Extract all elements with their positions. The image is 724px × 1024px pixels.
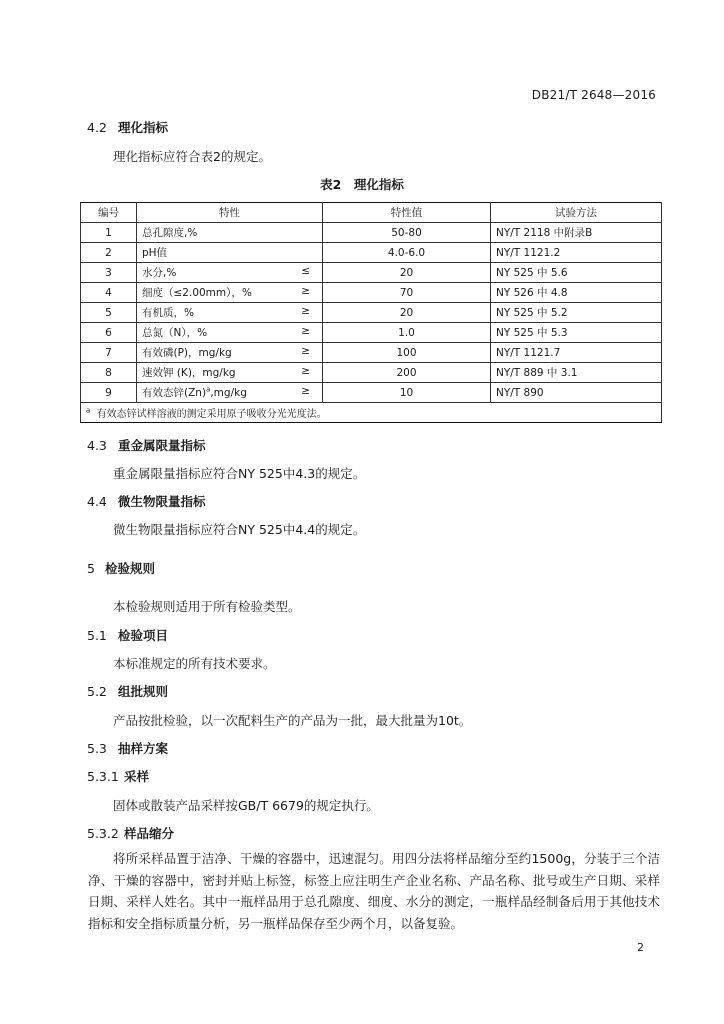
property-cell — [137, 363, 323, 383]
property-cell — [137, 383, 323, 403]
value-cell: 70 — [323, 283, 491, 303]
property-name: 有效态锌(Zn) — [142, 387, 207, 399]
section-4-3-text: 重金属限量指标应符合NY 525中4.3的规定。 — [113, 466, 366, 481]
comparison-symbol: ≥ — [301, 285, 310, 297]
property-cell — [137, 223, 323, 243]
method-cell: NY/T 890 — [491, 383, 662, 403]
table-row — [81, 283, 662, 303]
value-cell: 20 — [323, 263, 491, 283]
row-number: 1 — [81, 223, 137, 243]
section-number: 5.3.1 — [87, 769, 119, 784]
column-header: 特性值 — [323, 203, 491, 223]
section-5-3-2-heading — [87, 824, 174, 842]
comparison-symbol: ≥ — [301, 305, 310, 317]
table-row — [81, 323, 662, 343]
method-cell: NY/T 1121.7 — [491, 343, 662, 363]
section-title: 理化指标 — [118, 120, 169, 135]
table-row — [81, 383, 662, 403]
value-cell: 4.0-6.0 — [323, 243, 491, 263]
section-number: 4.2 — [87, 120, 107, 135]
table-footnote — [81, 403, 662, 423]
section-5-2-text: 产品按批检验，以一次配料生产的产品为一批，最大批量为10t。 — [113, 713, 472, 728]
section-number: 5 — [87, 561, 95, 576]
section-5-2-heading — [87, 682, 168, 700]
section-4-4-text: 微生物限量指标应符合NY 525中4.4的规定。 — [113, 522, 366, 537]
page-number: 2 — [637, 941, 644, 954]
method-cell: NY 525 中 5.2 — [491, 303, 662, 323]
footnote-text: 有效态锌试样溶液的测定采用原子吸收分光光度法。 — [96, 409, 327, 420]
standard-code: DB21/T 2648—2016 — [531, 88, 656, 102]
table-header-row — [81, 203, 662, 223]
section-4-3-heading — [87, 436, 206, 454]
table-row — [81, 343, 662, 363]
footnote-marker: a — [206, 385, 211, 394]
section-5-3-1-text: 固体或散装产品采样按GB/T 6679的规定执行。 — [113, 798, 379, 813]
method-cell: NY 525 中 5.6 — [491, 263, 662, 283]
table-row — [81, 363, 662, 383]
method-cell: NY 526 中 4.8 — [491, 283, 662, 303]
section-number: 5.3.2 — [87, 826, 119, 841]
section-number: 5.3 — [87, 741, 107, 756]
section-4-2-heading — [87, 118, 168, 136]
section-5-text: 本检验规则适用于所有检验类型。 — [113, 599, 301, 614]
row-number: 5 — [81, 303, 137, 323]
property-cell — [137, 303, 323, 323]
section-title: 检验规则 — [105, 561, 156, 576]
table-row — [81, 243, 662, 263]
column-header: 试验方法 — [491, 203, 662, 223]
value-cell: 1.0 — [323, 323, 491, 343]
property-name: pH值 — [142, 247, 168, 259]
section-title: 组批规则 — [118, 684, 169, 699]
comparison-symbol: ≥ — [301, 385, 310, 397]
property-cell — [137, 263, 323, 283]
property-name: 细度（≤2.00mm），% — [142, 287, 252, 299]
property-name: 总氮（N），% — [142, 327, 208, 339]
property-name: 水分,% — [142, 267, 177, 279]
section-5-3-1-heading — [87, 767, 149, 785]
table-caption: 表2 理化指标 — [320, 177, 404, 192]
method-cell: NY 525 中 5.3 — [491, 323, 662, 343]
comparison-symbol: ≥ — [301, 365, 310, 377]
section-title: 样品缩分 — [124, 826, 175, 841]
section-number: 5.2 — [87, 684, 107, 699]
property-name: 有效磷(P)，mg/kg — [142, 347, 232, 359]
table-row — [81, 223, 662, 243]
property-name: 总孔隙度,% — [142, 227, 198, 239]
section-5-1-text: 本标准规定的所有技术要求。 — [113, 656, 276, 671]
value-cell: 200 — [323, 363, 491, 383]
indicator-table — [80, 202, 662, 423]
row-number: 2 — [81, 243, 137, 263]
row-number: 4 — [81, 283, 137, 303]
method-cell: NY/T 889 中 3.1 — [491, 363, 662, 383]
section-5-3-2-text: 将所采样品置于洁净、干燥的容器中，迅速混匀。用四分法将样品缩分至约1500g，分装于三个洁净、干燥的容器中，密封并贴上标签，标签上应注明生产企业名称、产品名称、批号或生产日期、采样日期、采样人姓名。其中一瓶样品用于总孔隙度、细度、水分的测定，一瓶样品经制备后用于其他技术指标和安全指标质量分析，另一瓶样品保存至少两个月，以备复验。 — [88, 851, 660, 931]
section-title: 微生物限量指标 — [118, 494, 206, 509]
section-5-heading — [87, 559, 155, 577]
value-cell: 20 — [323, 303, 491, 323]
section-5-1-heading — [87, 626, 168, 644]
section-title: 采样 — [124, 769, 150, 784]
method-cell: NY/T 2118 中附录B — [491, 223, 662, 243]
section-number: 5.1 — [87, 628, 107, 643]
table-row — [81, 303, 662, 323]
section-number: 4.4 — [87, 494, 107, 509]
property-cell — [137, 243, 323, 263]
column-header: 特性 — [137, 203, 323, 223]
value-cell: 100 — [323, 343, 491, 363]
row-number: 9 — [81, 383, 137, 403]
row-number: 8 — [81, 363, 137, 383]
section-4-4-heading — [87, 492, 206, 510]
comparison-symbol: ≥ — [301, 325, 310, 337]
table-footnote-row — [81, 403, 662, 423]
method-cell: NY/T 1121.2 — [491, 243, 662, 263]
section-4-2-text: 理化指标应符合表2的规定。 — [113, 149, 271, 164]
property-cell — [137, 343, 323, 363]
table-row — [81, 263, 662, 283]
property-cell — [137, 283, 323, 303]
property-name: 有机质，% — [142, 307, 194, 319]
section-title: 检验项目 — [118, 628, 169, 643]
value-cell: 10 — [323, 383, 491, 403]
row-number: 7 — [81, 343, 137, 363]
property-cell — [137, 323, 323, 343]
comparison-symbol: ≤ — [301, 265, 310, 277]
value-cell: 50-80 — [323, 223, 491, 243]
column-header: 编号 — [81, 203, 137, 223]
section-number: 4.3 — [87, 438, 107, 453]
property-name: 速效钾 (K)，mg/kg — [142, 367, 236, 379]
property-unit: ,mg/kg — [210, 387, 247, 399]
footnote-marker: a — [86, 406, 91, 415]
row-number: 6 — [81, 323, 137, 343]
section-title: 抽样方案 — [118, 741, 169, 756]
section-title: 重金属限量指标 — [118, 438, 206, 453]
comparison-symbol: ≥ — [301, 345, 310, 357]
row-number: 3 — [81, 263, 137, 283]
section-5-3-heading — [87, 739, 168, 757]
